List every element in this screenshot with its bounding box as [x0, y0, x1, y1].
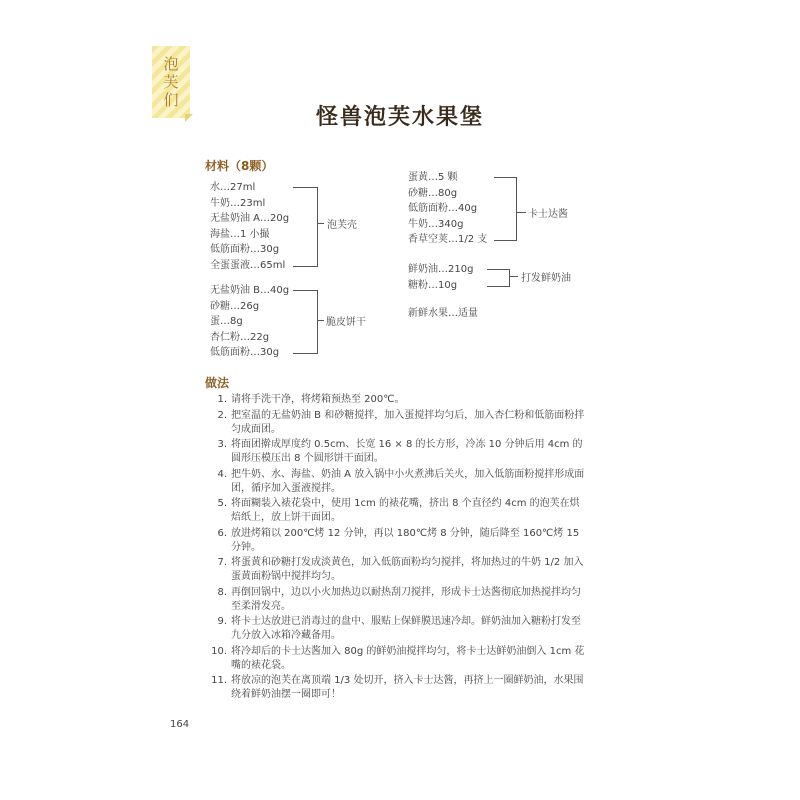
- ingredient: 海盐…1 小撮: [210, 228, 270, 240]
- ingredient: 牛奶…340g: [408, 218, 464, 230]
- step: [205, 438, 585, 466]
- step: [205, 497, 585, 525]
- step-text: 把室温的无盐奶油 B 和砂糖搅拌，加入蛋搅拌均匀后，加入杏仁粉和低筋面粉拌匀成面团。: [231, 409, 585, 435]
- step: [205, 556, 585, 584]
- chapter-tab-char-2: 芙: [163, 73, 179, 91]
- step-text: 放进烤箱以 200℃烤 12 分钟，再以 180℃烤 8 分钟，随后降至 160℃烤 15 分钟。: [231, 527, 580, 553]
- method-heading: 做法: [205, 376, 230, 390]
- step: [205, 645, 585, 673]
- whipped-cream-list: [408, 262, 473, 293]
- ingredient: 水…27ml: [210, 182, 256, 193]
- step-text: 再倒回锅中，边以小火加热边以耐热刮刀搅拌，形成卡士达酱彻底加热搅拌均匀至柔滑发亮。: [231, 586, 581, 612]
- puff-shell-list: [210, 180, 289, 273]
- crisp-biscuit-list: [210, 283, 289, 361]
- step-text: 将蛋黄和砂糖打发成淡黄色，加入低筋面粉均匀搅拌，将加热过的牛奶 1/2 加入蛋黄面粉锅中搅拌均匀。: [231, 557, 584, 582]
- puff-shell-label: 泡芙壳: [327, 220, 357, 231]
- ingredient: 无盐奶油 B…40g: [210, 285, 290, 296]
- step-number: 5.: [217, 498, 227, 509]
- ingredient: 低筋面粉…30g: [210, 347, 280, 358]
- step-number: 2.: [217, 409, 227, 421]
- ingredient: 蛋…8g: [210, 316, 243, 327]
- step-text: 将面糊装入裱花袋中，使用 1cm 的裱花嘴，挤出 8 个直径约 4cm 的泡芙在烘焙纸上，放上饼干面团。: [231, 498, 580, 523]
- steps-list: [205, 393, 585, 704]
- custard-brace-stub: [516, 212, 526, 213]
- ingredient: 砂糖…80g: [408, 187, 458, 199]
- step: [205, 527, 585, 555]
- step: [205, 615, 585, 643]
- step: [205, 393, 585, 407]
- step-number: 1.: [217, 394, 227, 405]
- custard-brace: [494, 177, 517, 241]
- step: [205, 674, 585, 702]
- whipped-cream-brace: [487, 269, 510, 287]
- chapter-tab-char-3: 们: [163, 91, 179, 109]
- whipped-cream-brace-stub: [509, 276, 518, 277]
- step-text: 将卡士达放进已消毒过的盘中、服贴上保鲜膜迅速冷却。鲜奶油加入糖粉打发至九分放入冰箱冷藏备用。: [231, 616, 581, 641]
- custard-label: 卡士达酱: [528, 209, 568, 220]
- puff-shell-brace: [293, 187, 318, 267]
- step-text: 请将手洗干净，将烤箱预热至 200℃。: [231, 394, 405, 405]
- ingredient: 牛奶…23ml: [210, 197, 266, 209]
- step-number: 9.: [217, 616, 227, 627]
- ingredient: 鲜奶油…210g: [408, 264, 474, 275]
- materials-heading: 材料（8颗）: [205, 159, 274, 173]
- crisp-biscuit-brace: [293, 290, 318, 354]
- step: [205, 409, 585, 437]
- step-text: 将放凉的泡芙在离顶端 1/3 处切开，挤入卡士达酱，再挤上一圈鲜奶油，水果围绕着鲜奶油摆一圈即可！: [231, 675, 584, 700]
- step-number: 3.: [217, 439, 227, 450]
- step: [205, 586, 585, 614]
- step-number: 11.: [211, 675, 227, 686]
- step-number: 10.: [211, 645, 227, 657]
- whipped-cream-label: 打发鲜奶油: [521, 273, 571, 284]
- custard-list: [408, 170, 487, 248]
- step-number: 7.: [217, 557, 227, 568]
- ingredient: 无盐奶油 A…20g: [210, 213, 290, 224]
- crisp-biscuit-brace-stub: [317, 320, 324, 321]
- step-text: 将冷却后的卡士达酱加入 80g 的鲜奶油搅拌均匀，将卡士达鲜奶油倒入 1cm 花嘴的裱花袋。: [231, 645, 585, 671]
- recipe-title: 怪兽泡芙水果堡: [315, 104, 484, 130]
- ingredient: 低筋面粉…40g: [408, 203, 478, 214]
- ingredient: 低筋面粉…30g: [210, 244, 280, 255]
- ingredient: 蛋黄…5 颗: [408, 172, 458, 183]
- step: [205, 468, 585, 496]
- ingredient: 香草空荚…1/2 支: [408, 234, 488, 245]
- step-text: 将面团擀成厚度约 0.5cm、长宽 16 × 8 的长方形，冷冻 10 分钟后用 4cm 的圆形压模压出 8 个圆形饼干面团。: [231, 439, 583, 464]
- chapter-tab-char-1: 泡: [163, 55, 179, 73]
- puff-shell-brace-stub: [317, 223, 324, 224]
- step-number: 8.: [217, 586, 227, 598]
- page-number: 164: [170, 719, 190, 730]
- ingredient: 砂糖…26g: [210, 300, 260, 312]
- ingredient: 糖粉…10g: [408, 279, 458, 291]
- step-number: 6.: [217, 527, 227, 539]
- ingredient: 全蛋蛋液…65ml: [210, 259, 286, 271]
- ingredient: 杏仁粉…22g: [210, 331, 270, 343]
- fruit-item: 新鲜水果…适量: [408, 308, 478, 319]
- crisp-biscuit-label: 脆皮饼干: [326, 317, 366, 328]
- step-number: 4.: [217, 468, 227, 480]
- step-text: 把牛奶、水、海盐、奶油 A 放入锅中小火煮沸后关火，加入低筋面粉搅拌形成面团，循序加入蛋液搅拌。: [231, 468, 585, 494]
